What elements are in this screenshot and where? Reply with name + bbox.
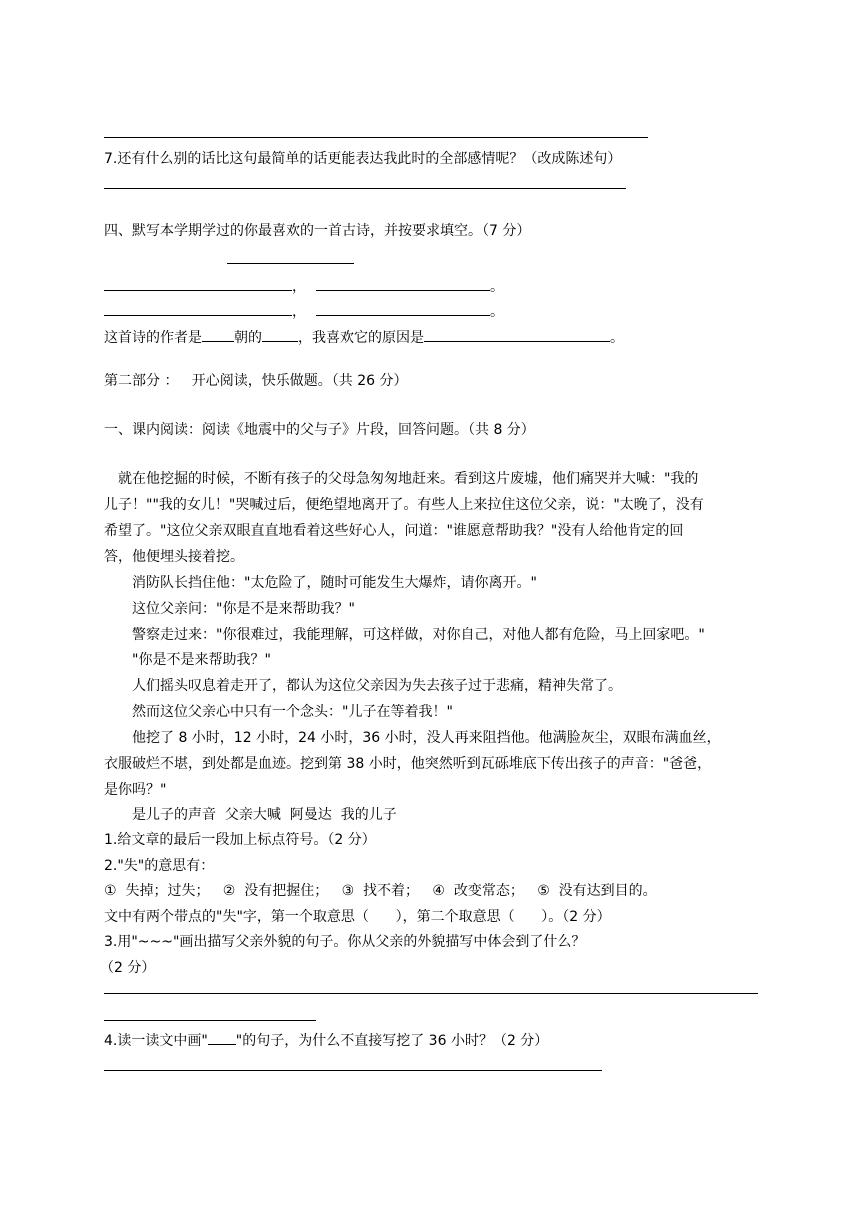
passage-p8-line2: 衣服破烂不堪，到处都是血迹。挖到第 38 小时，他突然听到瓦砾堆底下传出孩子的声音："爸爸，	[104, 756, 712, 772]
passage-p1-line2: 儿子！""我的女儿！"哭喊过后，便绝望地离开了。有些人上来拉住这位父亲，说："太晚了，没有	[104, 497, 704, 513]
answer-line	[104, 1020, 316, 1021]
question-2-options: ① 失掉；过失； ② 没有把握住； ③ 找不着； ④ 改变常态； ⑤ 没有达到目的。	[104, 883, 657, 899]
answer-line	[104, 188, 626, 189]
question-7: 7.还有什么别的话比这句最简单的话更能表达我此时的全部感情呢？（改成陈述句）	[104, 151, 622, 167]
question-4: 4.读一读文中画" "的句子，为什么不直接写挖了 36 小时？（2 分）	[104, 1029, 548, 1050]
passage-p1-line4: 答，他便埋头接着挖。	[104, 549, 244, 565]
passage-p2: 消防队长挡住他："太危险了，随时可能发生大爆炸，请你离开。"	[132, 575, 537, 591]
question-3-score: （2 分）	[100, 960, 156, 976]
poem-author-line: 这首诗的作者是 朝的 ，我喜欢它的原因是 。	[104, 326, 624, 347]
poem-blank	[316, 300, 490, 316]
passage-p6: 人们摇头叹息着走开了，都认为这位父亲因为失去孩子过于悲痛，精神失常了。	[132, 678, 622, 694]
author-blank	[262, 326, 298, 342]
reading-title: 一、课内阅读：阅读《地震中的父与子》片段，回答问题。（共 8 分）	[104, 422, 535, 438]
question-1: 1.给文章的最后一段加上标点符号。（2 分）	[104, 832, 376, 848]
poem-blank	[104, 300, 292, 316]
passage-p1-line3: 希望了。"这位父亲双眼直直地看着这些好心人，问道："谁愿意帮助我？"没有人给他肯定的回	[104, 523, 684, 539]
question-3: 3.用"~~~"画出描写父亲外貌的句子。你从父亲的外貌描写中体会到了什么？	[104, 934, 586, 950]
passage-p1-line1: 就在他挖掘的时候，不断有孩子的父母急匆匆地赶来。看到这片废墟，他们痛哭并大喊："我的	[118, 471, 699, 487]
poem-line-1b: 。	[316, 275, 504, 296]
answer-line	[104, 137, 648, 138]
part-2-heading: 第二部分 ： 开心阅读，快乐做题。（共 26 分）	[104, 373, 408, 389]
poem-title-line	[227, 263, 354, 264]
answer-line	[104, 1070, 602, 1071]
dynasty-blank	[202, 326, 234, 342]
answer-line	[104, 993, 758, 994]
question-2-fill: 文中有两个带点的"失"字，第一个取意思（ ），第二个取意思（ ）。（2 分）	[104, 909, 611, 925]
poem-line-2b: 。	[316, 300, 504, 321]
passage-p3: 这位父亲问："你是不是来帮助我？"	[132, 601, 355, 617]
section-4-heading: 四、默写本学期学过的你最喜欢的一首古诗，并按要求填空。（7 分）	[104, 223, 531, 239]
passage-p7: 然而这位父亲心中只有一个念头："儿子在等着我！"	[132, 704, 453, 720]
poem-blank	[104, 275, 292, 291]
passage-p9: 是儿子的声音 父亲大喊 阿曼达 我的儿子	[132, 807, 397, 823]
poem-blank	[316, 275, 490, 291]
passage-p8-line3: 是你吗？"	[104, 782, 167, 798]
underline-mark	[208, 1029, 236, 1045]
passage-p8-line1: 他挖了 8 小时，12 小时，24 小时，36 小时，没人再来阻挡他。他满脸灰尘，双眼布满血丝，	[132, 730, 721, 746]
poem-line-2: ，	[104, 300, 306, 321]
poem-line-1: ，	[104, 275, 306, 296]
passage-p4: 警察走过来："你很难过，我能理解，可这样做，对你自己，对他人都有危险，马上回家吧。"	[132, 627, 705, 643]
question-2: 2."失"的意思有：	[104, 858, 215, 874]
reason-blank	[424, 326, 610, 342]
passage-p5: "你是不是来帮助我？"	[132, 652, 271, 668]
